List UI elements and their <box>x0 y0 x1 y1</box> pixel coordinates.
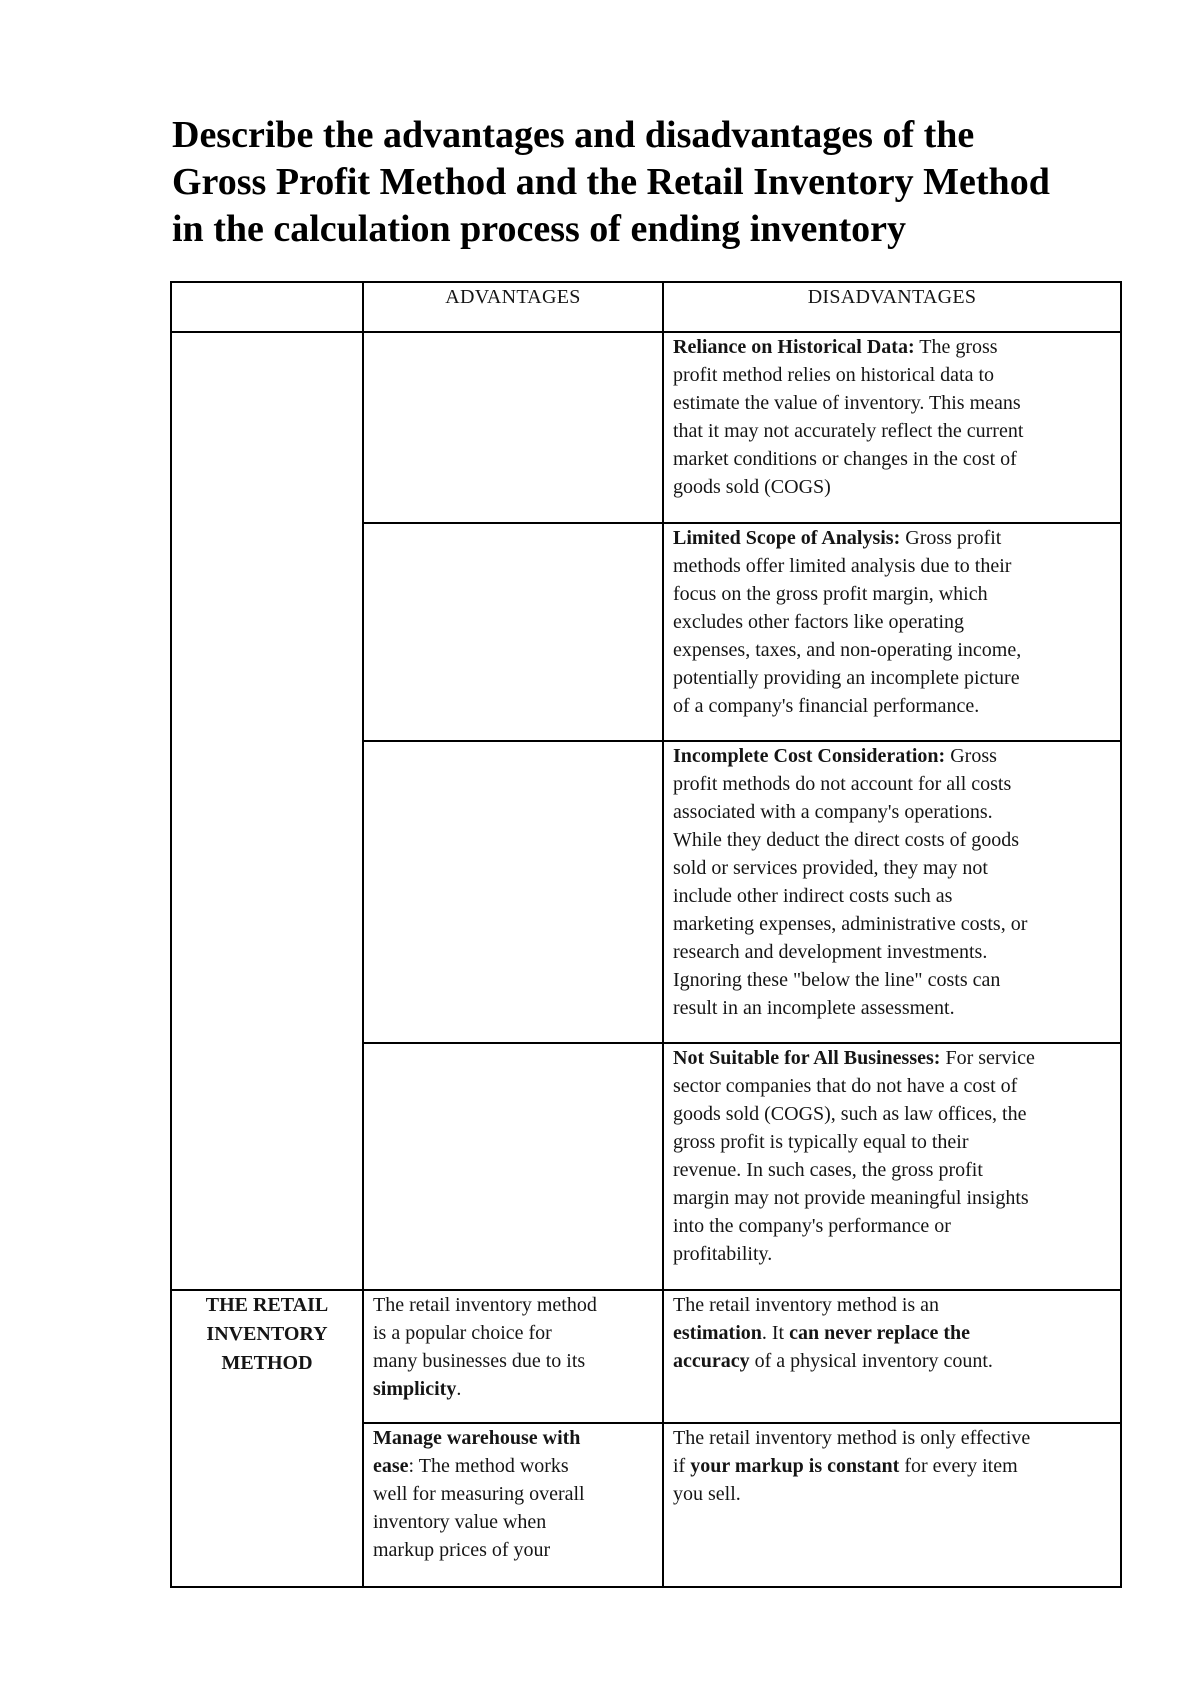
text-line: Ignoring these "below the line" costs can <box>673 969 1001 991</box>
advantage-cell-empty <box>363 523 663 741</box>
bold-phrase: your markup is constant <box>690 1455 900 1477</box>
text-line: The retail inventory method is only effective <box>673 1427 1031 1449</box>
header-row <box>171 282 1121 332</box>
label-line: INVENTORY <box>206 1323 328 1345</box>
text-line: inventory value when <box>373 1511 547 1533</box>
header-disadvantages: DISADVANTAGES <box>663 282 1121 332</box>
text-line: profit methods do not account for all costs <box>673 773 1012 795</box>
text-line: result in an incomplete assessment. <box>673 997 955 1019</box>
header-advantages: ADVANTAGES <box>363 282 663 332</box>
disadvantage-cell <box>663 332 1121 523</box>
title-line-3: in the calculation process of ending inventory <box>172 208 906 250</box>
text-line: many businesses due to its <box>373 1350 586 1372</box>
text-line: sold or services provided, they may not <box>673 857 988 879</box>
text-line: The gross <box>914 336 998 358</box>
retail-row <box>171 1290 1121 1423</box>
text-line: expenses, taxes, and non-operating income, <box>673 639 1022 661</box>
gross-profit-row <box>171 332 1121 523</box>
disadvantage-cell <box>663 1290 1121 1423</box>
text-line: is a popular choice for <box>373 1322 552 1344</box>
text-fragment: : The method works <box>408 1455 569 1477</box>
label-line: METHOD <box>221 1352 313 1374</box>
text-line: gross profit is typically equal to their <box>673 1131 969 1153</box>
advantage-cell <box>363 1290 663 1423</box>
text-line: marketing expenses, administrative costs, or <box>673 913 1028 935</box>
bold-phrase: Manage warehouse with <box>373 1427 581 1449</box>
text-line: include other indirect costs such as <box>673 885 953 907</box>
text-line <box>373 1375 653 1403</box>
advantage-cell-empty <box>363 1043 663 1290</box>
text-line: The retail inventory method <box>373 1294 597 1316</box>
disadvantage-heading: Incomplete Cost Consideration: <box>673 745 946 767</box>
text-line: focus on the gross profit margin, which <box>673 583 988 605</box>
comparison-table <box>170 281 1122 1588</box>
text-line: goods sold (COGS) <box>673 476 831 498</box>
text-fragment: if <box>673 1455 691 1477</box>
disadvantage-heading: Reliance on Historical Data: <box>673 336 915 358</box>
text-line: The retail inventory method is an <box>673 1294 940 1316</box>
label-line: THE RETAIL <box>205 1294 329 1316</box>
text-line: While they deduct the direct costs of goods <box>673 829 1020 851</box>
text-line: goods sold (COGS), such as law offices, the <box>673 1103 1027 1125</box>
text-line: profit method relies on historical data to <box>673 364 995 386</box>
text-line: of a company's financial performance. <box>673 695 980 717</box>
text-line: For service <box>940 1047 1035 1069</box>
advantage-cell-empty <box>363 332 663 523</box>
text-line: sector companies that do not have a cost of <box>673 1075 1018 1097</box>
bold-phrase: can never replace the <box>789 1322 970 1344</box>
disadvantage-heading: Limited Scope of Analysis: <box>673 527 901 549</box>
title-line-1: Describe the advantages and disadvantages of the <box>172 114 975 156</box>
text-fragment: . It <box>761 1322 790 1344</box>
text-line <box>373 1424 653 1452</box>
text-line: that it may not accurately reflect the current <box>673 420 1024 442</box>
text-line <box>673 1452 1111 1480</box>
text-fragment: for every item <box>899 1455 1018 1477</box>
header-blank <box>171 282 363 332</box>
text-line: profitability. <box>673 1243 773 1265</box>
text-line: market conditions or changes in the cost of <box>673 448 1017 470</box>
bold-phrase: estimation <box>673 1322 762 1344</box>
text-line: markup prices of your <box>373 1539 551 1561</box>
gross-profit-label-cell <box>171 332 363 1290</box>
text-line <box>373 1452 653 1480</box>
advantage-cell <box>363 1423 663 1587</box>
text-line: well for measuring overall <box>373 1483 585 1505</box>
disadvantage-cell <box>663 1043 1121 1290</box>
disadvantage-heading: Not Suitable for All Businesses: <box>673 1047 941 1069</box>
disadvantage-cell <box>663 1423 1121 1587</box>
text-line: methods offer limited analysis due to their <box>673 555 1012 577</box>
text-line <box>673 1319 1111 1347</box>
text-line: Gross <box>945 745 997 767</box>
disadvantage-cell <box>663 523 1121 741</box>
text-line: revenue. In such cases, the gross profit <box>673 1159 983 1181</box>
page-title <box>172 112 1132 253</box>
text-line <box>673 1347 1111 1375</box>
text-line: estimate the value of inventory. This means <box>673 392 1021 414</box>
text-line: potentially providing an incomplete picture <box>673 667 1020 689</box>
text-line: into the company's performance or <box>673 1215 951 1237</box>
text-line: Gross profit <box>900 527 1002 549</box>
text-line: you sell. <box>673 1483 741 1505</box>
retail-method-label <box>171 1290 363 1587</box>
bold-phrase: ease <box>373 1455 409 1477</box>
bold-phrase: accuracy <box>673 1350 750 1372</box>
text-line: associated with a company's operations. <box>673 801 993 823</box>
title-line-2: Gross Profit Method and the Retail Inventory Method <box>172 161 1050 203</box>
disadvantage-cell <box>663 741 1121 1043</box>
text-fragment: of a physical inventory count. <box>749 1350 993 1372</box>
text-line: margin may not provide meaningful insights <box>673 1187 1029 1209</box>
text-line: excludes other factors like operating <box>673 611 964 633</box>
bold-phrase: simplicity <box>373 1378 457 1400</box>
text-fragment: . <box>456 1378 462 1400</box>
advantage-cell-empty <box>363 741 663 1043</box>
text-line: research and development investments. <box>673 941 988 963</box>
